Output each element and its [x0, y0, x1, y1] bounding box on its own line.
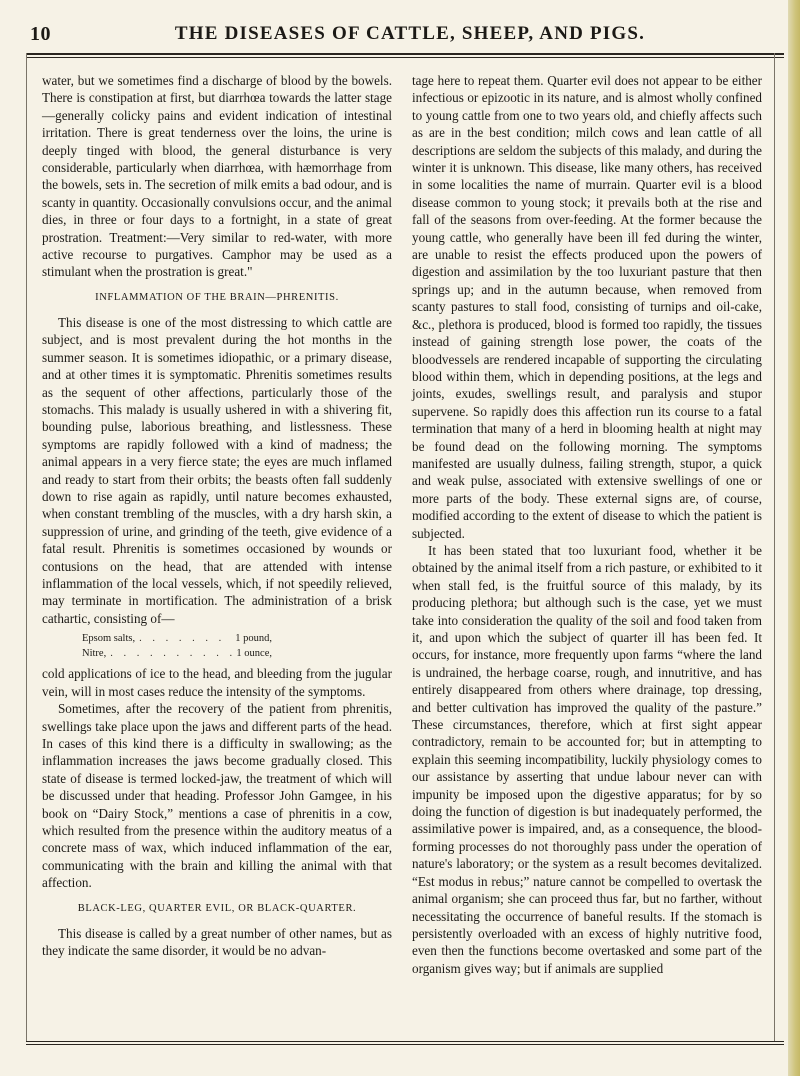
- recipe-line: [42, 632, 392, 647]
- paragraph: This disease is called by a great number of other names, but as they indicate the same disorder, it would be no advan-: [42, 925, 392, 959]
- paragraph: tage here to repeat them. Quarter evil does not appear to be either infectious or epizootic in its nature, and is almost wholly confined to young cattle from one to two years old, and chiefly affects such as are in the best condition; milch cows and lean cattle of all descriptions are seldom the subjects of this malady, and during the winter it is unknown. This disease, like many others, has received in some localities the name of murrain. Quarter evil is a blood disease common to young stock; it prevails both at the rise and fall of the seasons from over-feeding. At the former because the young cattle, who generally have been ill fed during the winter, are unable to resist the effects produced upon the powers of digestion and assimilation by the too luxuriant pasture that then springs up; and in the autumn because, when removed from scanty pastures to stall food, consisting of turnips and oil-cake, &c., plethora is produced, blood is formed too rapidly, the tissues instead of gaining strength lose power, the coats of the bloodvessels are rendered incapable of supporting the circulating blood within them, which in depending positions, at the legs and joints, exudes, swellings result, and paralysis and stupor supervene. So rapidly does this affection run its course to a fatal termination that many of a herd in blooming health at night may be found dead on the following morning. The symptoms manifested are usually dulness, failing strength, stupor, a quick and weak pulse, associated with extensive swellings of one or more parts of the body. These external signs are, of course, modified according to the extent of disease to which the patient is subjected.: [412, 73, 762, 541]
- paragraph: This disease is one of the most distressing to which cattle are subject, and is most prevalent during the hot months in the summer season. It is sometimes idiopathic, or a primary disease, and at other times it is symptomatic. Phrenitis sometimes results as the sequent of other affections, particularly those of the stomachs. This malady is usually ushered in with a shivering fit, bounding pulse, laborious breathing, and listlessness. These symptoms are rapidly followed with a kind of madness; the animal appears in a very fierce state; the eyes are much inflamed and ready to start from their orbits; the beasts often fall suddenly down to rise again as rapidly, until nature becomes exhausted, when constant trembling of the muscles, with a dry harsh skin, a suppression of urine, and grinding of the teeth, give evidence of a fatal result. Phrenitis is sometimes occasioned by wounds or contusions on the head, that are attended with intense inflammation of the local vessels, which, if not speedily relieved, may terminate in mortification. The administration of a brisk cathartic, consisting of—: [42, 314, 392, 626]
- page-number: 10: [30, 23, 51, 45]
- section-heading-black-leg: BLACK-LEG, QUARTER EVIL, OR BLACK-QUARTER.: [77, 902, 357, 914]
- left-column: [42, 72, 392, 959]
- running-title: THE DISEASES OF CATTLE, SHEEP, AND PIGS.: [174, 23, 646, 44]
- right-column: [412, 72, 762, 977]
- footer-rule: [26, 1041, 784, 1045]
- recipe-ingredient: Nitre,: [82, 647, 107, 659]
- recipe-list: [42, 632, 392, 661]
- leader-dots: [139, 632, 231, 647]
- book-edge: [788, 0, 800, 1076]
- paragraph: cold applications of ice to the head, and bleeding from the jugular vein, will in most cases reduce the intensity of the symptoms.: [42, 666, 392, 699]
- running-header: [26, 16, 784, 52]
- paragraph: Sometimes, after the recovery of the patient from phrenitis, swellings take place upon the jaws and different parts of the head. In cases of this kind there is a difficulty in swallowing; as the inflammation increases the jaws become gradually closed. This state of disease is termed locked-jaw, the treatment of which will be discussed under that heading. Professor John Gamgee, in his book on “Dairy Stock,” mentions a case of phrenitis in a cow, which resulted from the presence within the auditory meatus of a concrete mass of wax, which induced inflammation of the ear, communicating with the brain and killing the animal with that affection.: [42, 701, 392, 891]
- recipe-line: [42, 647, 392, 662]
- recipe-quantity: 1 pound,: [235, 633, 272, 645]
- leader-dots: [110, 647, 232, 662]
- paragraph: water, but we sometimes find a discharge of blood by the bowels. There is constipation at first, but diarrhœa towards the latter stage—generally colicky pains and evident indication of intestinal irritation. There is great tenderness over the loins, the urine is deeply tinged with blood, the general disturbance is very considerable, particularly when diarrhœa, with hæmorrhage from the bowels, sets in. The secretion of milk emits a bad odour, and is scanty in quantity. Occasionally convulsions occur, and the animal dies, in three or four days to a fortnight, in a state of great prostration. Treatment:—Very similar to red-water, with more active recourse to purgatives. Camphor may be used as a stimulant when the prostration is great.": [42, 73, 392, 280]
- recipe-ingredient: Epsom salts,: [82, 633, 136, 645]
- paragraph: It has been stated that too luxuriant food, whether it be obtained by the animal itself from a rich pasture, or exhibited to it when stall fed, is the fruitful source of this malady, by its producing plethora; but although such is the case, yet we must take into consideration the quality of the soil and food taken from it, and upon which the subject of quarter ill has been fed. It occurs, for instance, more frequently upon farms “where the land is undrained, the herbage coarse, rough, and innutritive, and has entirely disappeared from others where drainage, top dressing, and better cultivation has improved the quality of the pasture.” These circumstances, therefore, which at first sight appear contradictory, remain to be accounted for; but in attempting to explain this seeming incompatibility, luckily physiology comes to our assistance by asserting that undue labour never can with impunity be imposed upon the digestive apparatus; for by so doing the function of digestion is but inadequately performed, the assimilative power is impaired, and, as a consequence, the blood-forming processes do not thoroughly pass under the operation of nature's laboratory; or the system as a result becomes devitalized. “Est modus in rebus;” nature cannot be compelled to overtask the animal organism; she can proceed thus far, but no farther, without necessitating the occurrence of baneful results. If the stomach is persistently overloaded with an excess of highly nutritive food, even then the functions become overtasked and some part of the organism gives way; but if animals are supplied: [412, 542, 762, 976]
- section-heading-phrenitis: INFLAMMATION OF THE BRAIN—PHRENITIS.: [95, 291, 339, 303]
- book-page: [26, 16, 784, 1056]
- recipe-quantity: 1 ounce,: [236, 647, 272, 659]
